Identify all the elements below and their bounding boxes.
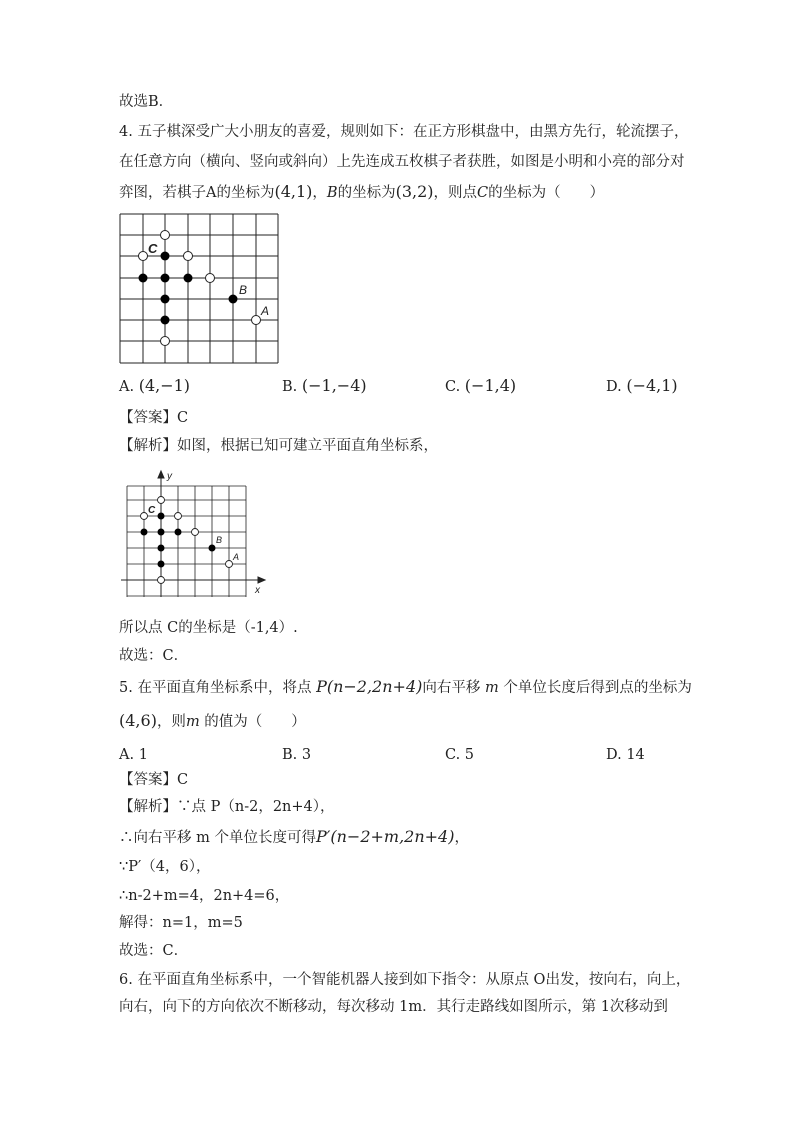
point-p-prime: P′(n−2+m,2n+4) (315, 827, 455, 846)
q5-text-a: 5. 在平面直角坐标系中，将点 (119, 680, 312, 696)
q5-option-c: C. 5 (445, 747, 475, 763)
coord-b: (3,2) (395, 182, 434, 201)
black-stone (161, 252, 170, 261)
coord-label-b: B (216, 535, 223, 545)
question-4-text-line-3 (119, 182, 604, 203)
previous-answer-line: 故选B． (119, 94, 174, 110)
q4-option-c (445, 376, 516, 397)
q4-answer: 【答案】C (119, 410, 189, 426)
option-a-label: A. (119, 379, 135, 395)
q4-final: 故选：C． (119, 648, 189, 664)
var-m-2: m (185, 714, 200, 730)
x-axis-arrow (258, 577, 265, 583)
q5-explanation-1: 【解析】∵点 P（n-2，2n+4）， (119, 799, 335, 815)
board-grid (120, 214, 278, 363)
q5-text-b: 向右平移 (422, 680, 481, 696)
q4-text-b: ， (312, 185, 327, 201)
q4-option-b (282, 376, 367, 397)
q5-text-f: ，则 (156, 714, 186, 730)
var-m: m (484, 680, 499, 696)
coord-a: (4,1) (274, 182, 313, 201)
y-axis-label: y (167, 471, 172, 482)
white-stone-c (139, 252, 148, 261)
white-stone (161, 337, 170, 346)
q4-result: 所以点 C的坐标是（-1,4）. (119, 620, 298, 636)
option-d-label: D. (606, 379, 622, 395)
white-stone (175, 513, 182, 520)
q5-text-d: 个单位长度后得到点的坐标为 (503, 680, 692, 696)
question-4-text-line-2: 在任意方向（横向、竖向或斜向）上先连成五枚棋子者获胜，如图是小明和小亮的部分对 (119, 154, 685, 170)
board-label-c: C (148, 241, 158, 256)
white-stone-a (252, 316, 261, 325)
white-stone (158, 577, 165, 584)
board-label-b: B (239, 283, 248, 297)
q5-explanation-2 (119, 827, 469, 848)
x-axis-label: x (255, 585, 260, 596)
q5-option-a: A. 1 (119, 747, 148, 763)
q4-text-a: 弈图，若棋子A的坐标为 (119, 185, 275, 201)
coord-label-a: A (233, 552, 240, 562)
question-4-text-line-1: 4. 五子棋深受广大小朋友的喜爱，规则如下：在正方形棋盘中，由黑方先行，轮流摆子， (119, 124, 689, 140)
white-stone-c (141, 513, 148, 520)
black-stone (158, 513, 165, 520)
q5-final: 故选：C． (119, 943, 189, 959)
white-stone (206, 274, 215, 283)
white-stone (184, 252, 193, 261)
q5-exp-text: ∴向右平移 m 个单位长度可得 (119, 830, 316, 846)
option-d-value: (−4,1) (626, 376, 678, 395)
gomoku-board-figure (119, 213, 281, 365)
q4-text-e: ，则点 (433, 185, 478, 201)
q5-option-b: B. 3 (282, 747, 312, 763)
option-a-value: (4,−1) (138, 376, 191, 395)
black-stone (158, 561, 165, 568)
white-stone (161, 231, 170, 240)
q4-text-g: 的坐标为（ ） (488, 185, 605, 201)
question-5-text-line-1 (119, 677, 692, 698)
q5-explanation-5: 解得：n=1，m=5 (119, 915, 243, 931)
question-5-text-line-2 (119, 711, 306, 732)
black-stone (158, 545, 165, 552)
q4-text-d: 的坐标为 (337, 185, 396, 201)
q4-option-a (119, 376, 190, 397)
target-coord: (4,6) (119, 711, 157, 730)
black-stone (139, 274, 148, 283)
option-b-value: (−1,−4) (301, 376, 367, 395)
option-b-label: B. (282, 379, 298, 395)
q4-explanation: 【解析】如图，根据已知可建立平面直角坐标系， (119, 438, 438, 454)
black-stone (161, 274, 170, 283)
black-stone (141, 529, 148, 536)
label-c: C (477, 185, 489, 201)
black-stone (161, 316, 170, 325)
option-c-value: (−1,4) (464, 376, 517, 395)
board-label-a: A (261, 304, 270, 318)
q5-exp-comma: ， (454, 830, 469, 846)
q5-answer: 【答案】C (119, 772, 189, 788)
black-stone (184, 274, 193, 283)
q5-option-d: D. 14 (606, 747, 645, 763)
black-stone (175, 529, 182, 536)
point-p: P(n−2,2n+4) (316, 677, 423, 696)
black-stone-b (209, 545, 216, 552)
white-stone-a (226, 561, 233, 568)
q4-option-d (606, 376, 678, 397)
white-stone (192, 529, 199, 536)
question-6-text-line-1: 6. 在平面直角坐标系中，一个智能机器人接到如下指令：从原点 O出发，按向右，向上， (119, 972, 691, 988)
black-stone-b (229, 295, 238, 304)
label-b: B (326, 185, 338, 201)
black-stone (158, 529, 165, 536)
y-axis-arrow (158, 471, 164, 478)
coordinate-system-figure (119, 469, 269, 597)
option-c-label: C. (445, 379, 461, 395)
q5-explanation-3: ∵P′（4，6）， (119, 859, 211, 875)
question-6-text-line-2: 向右，向下的方向依次不断移动，每次移动 1m．其行走路线如图所示，第 1次移动到 (119, 999, 668, 1015)
white-stone (158, 497, 165, 504)
q5-explanation-4: ∴n-2+m=4，2n+4=6， (119, 888, 290, 904)
black-stone (161, 295, 170, 304)
q5-text-h: 的值为（ ） (204, 714, 306, 730)
coord-label-c: C (148, 505, 156, 516)
